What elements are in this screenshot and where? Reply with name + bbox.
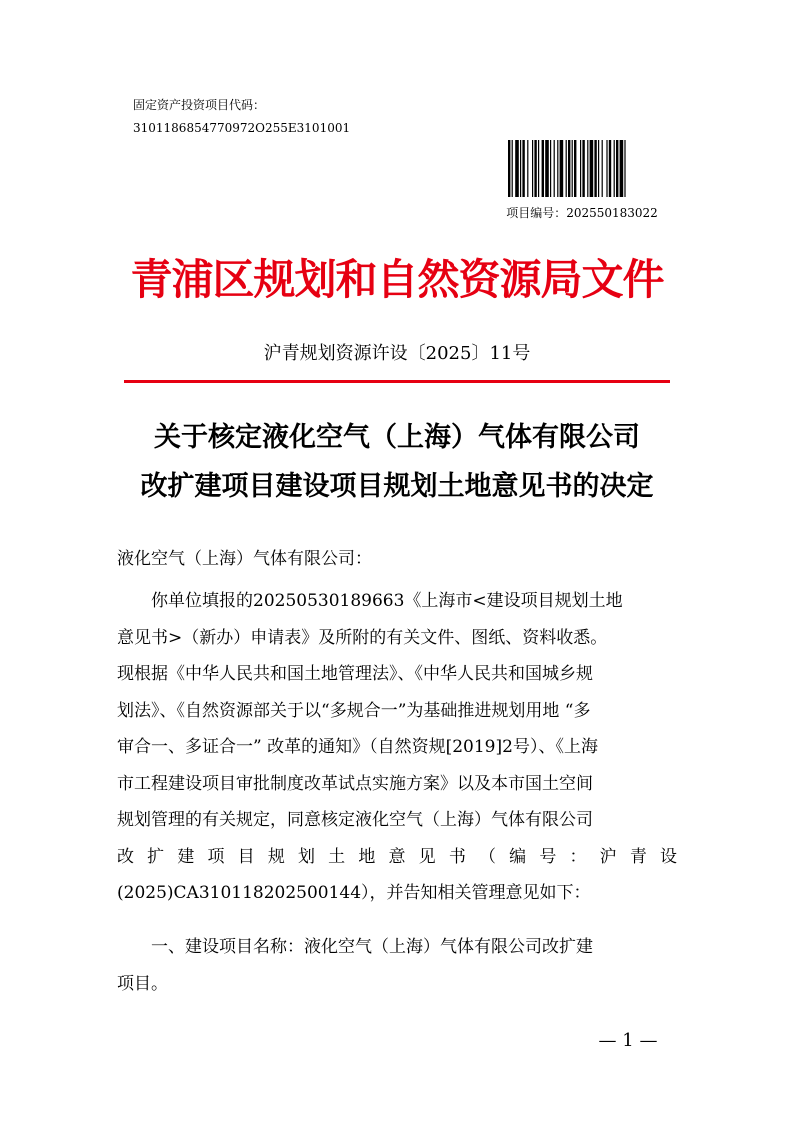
barcode-bar (538, 140, 539, 197)
barcode-bar (522, 140, 524, 197)
barcode-bar (512, 140, 513, 197)
barcode-icon (508, 140, 662, 197)
body-paragraph-1 (117, 583, 677, 912)
barcode-bar (620, 140, 624, 197)
body-line: 划法》、《自然资源部关于以“多规合一”为基础推进规划用地 “多 (117, 700, 591, 721)
barcode-bar (602, 140, 603, 197)
barcode-bar (554, 140, 555, 197)
barcode-bar (515, 140, 519, 197)
barcode-bar (545, 140, 549, 197)
barcode-bar (508, 140, 510, 197)
barcode-bar (520, 140, 521, 197)
document-title-line-1: 关于核定液化空气（上海）气体有限公司 (154, 422, 640, 453)
body-line: 你单位填报的20250530189663《上海市<建设项目规划土地 (151, 591, 623, 611)
investment-code: 3101186854770972O255E3101001 (133, 121, 351, 135)
barcode-bar (574, 140, 576, 197)
barcode-bar (582, 140, 584, 197)
barcode-bar (614, 140, 615, 197)
body-line: (2025)CA310118202500144），并告知相关管理意见如下： (117, 883, 591, 903)
barcode-bar (550, 140, 551, 197)
body-line: 改扩建项目规划土地意见书（编号：沪青设 (117, 846, 677, 867)
barcode-bar (616, 140, 618, 197)
barcode-bar (590, 140, 594, 197)
barcode-bar (568, 140, 570, 197)
barcode-bar (542, 140, 544, 197)
issuing-organization-header: 青浦区规划和自然资源局文件 (130, 255, 664, 304)
body-line: 现根据《中华人民共和国土地管理法》、《中华人民共和国城乡规 (117, 664, 593, 684)
project-number: 项目编号：202550183022 (506, 206, 658, 220)
body-line: 一、建设项目名称：液化空气（上海）气体有限公司改扩建 (151, 937, 593, 957)
barcode-bar (594, 140, 596, 197)
barcode-bar (598, 140, 599, 197)
barcode-bar (557, 140, 558, 197)
body-line: 市工程建设项目审批制度改革试点实施方案》以及本市国土空间 (117, 773, 593, 794)
barcode-bar (587, 140, 588, 197)
investment-code-label: 固定资产投资项目代码： (133, 98, 266, 112)
barcode-bar (580, 140, 581, 197)
barcode-bar (534, 140, 536, 197)
barcode-bar (527, 140, 528, 197)
barcode-bar (606, 140, 607, 197)
salutation: 液化空气（上海）气体有限公司： (117, 549, 372, 569)
barcode-bar (566, 140, 567, 197)
barcode-bar (532, 140, 533, 197)
barcode-bar (560, 140, 564, 197)
document-title-line-2: 改扩建项目建设项目规划土地意见书的决定 (140, 471, 654, 502)
body-line: 项目。 (117, 973, 168, 994)
page-number: — 1 — (598, 1030, 658, 1051)
barcode-bar (624, 140, 625, 197)
body-paragraph-2 (117, 929, 677, 1002)
body-line: 规划管理的有关规定，同意核定液化空气（上海）气体有限公司 (117, 810, 593, 830)
body-line: 审合一、多证合一” 改革的通知》（自然资规[2019]2号）、《上海 (117, 737, 598, 757)
barcode-bar (572, 140, 573, 197)
document-number: 沪青规划资源许设〔2025〕11号 (263, 343, 531, 364)
red-divider-line (124, 380, 670, 383)
barcode-bar (609, 140, 611, 197)
body-line: 意见书>（新办）申请表》及所附的有关文件、图纸、资料收悉。 (117, 627, 608, 648)
